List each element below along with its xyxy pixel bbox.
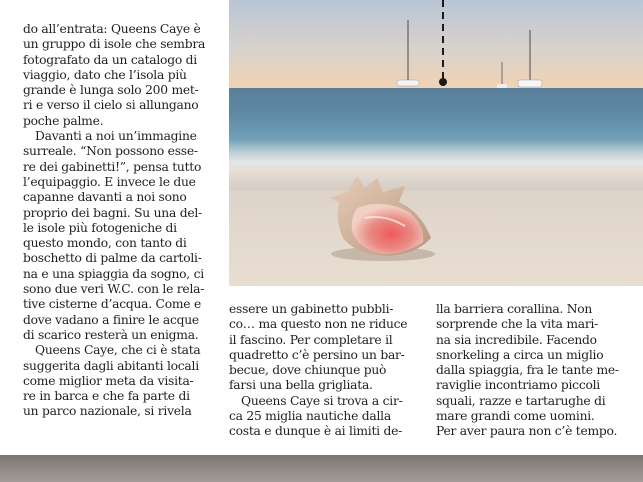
text-column-2	[229, 302, 424, 440]
text-line: becue, dove chiunque può	[229, 363, 387, 378]
text-line: snorkeling a circa un miglio	[436, 347, 604, 362]
text-line: costa e dunque è ai limiti de-	[229, 424, 403, 439]
text-line: l’equipaggio. E invece le due	[23, 174, 196, 189]
dashed-marker-line	[437, 0, 449, 90]
paragraph	[23, 129, 218, 343]
text-line: dove vadano a finire le acque	[23, 312, 199, 327]
text-line: viaggio, dato che l’isola più	[23, 67, 187, 82]
sky	[229, 0, 643, 90]
paragraph	[436, 302, 636, 440]
text-line: capanne davanti a noi sono	[23, 190, 187, 205]
conch-shell-icon	[321, 168, 441, 263]
text-line: proprio dei bagni. Su una del-	[23, 205, 202, 220]
text-line: di scarico resterà un enigma.	[23, 327, 199, 342]
text-line: fotografato da un catalogo di	[23, 52, 197, 67]
text-column-3	[436, 302, 636, 440]
text-line: boschetto di palme da cartoli-	[23, 251, 202, 266]
text-line: un gruppo di isole che sembra	[23, 37, 206, 52]
text-column-1	[23, 22, 218, 420]
text-line: Davanti a noi un’immagine	[35, 129, 197, 144]
text-line: sono due veri W.C. con le rela-	[23, 282, 205, 297]
text-line: essere un gabinetto pubbli-	[229, 302, 394, 316]
text-line: co… ma questo non ne riduce	[229, 317, 408, 332]
text-line: poche palme.	[23, 113, 104, 128]
text-line: suggerita dagli abitanti locali	[23, 358, 199, 373]
paragraph	[229, 302, 424, 394]
text-line: na sia incredibile. Facendo	[436, 332, 597, 347]
text-line: re in barca e che fa parte di	[23, 389, 190, 404]
text-line: sorprende che la vita mari-	[436, 317, 599, 332]
text-line: come miglior meta da visita-	[23, 373, 194, 388]
paragraph	[23, 343, 218, 419]
text-line: farsi una bella grigliata.	[229, 378, 373, 393]
text-line: squali, razze e tartarughe di	[436, 393, 606, 408]
text-line: tive cisterne d’acqua. Come e	[23, 297, 201, 312]
text-line: grande è lunga solo 200 met-	[23, 83, 199, 98]
paragraph	[229, 394, 424, 440]
text-line: le isole più fotogeniche di	[23, 220, 177, 235]
sailboat-icon	[393, 18, 423, 90]
text-line: quadretto c’è persino un bar-	[229, 347, 405, 362]
text-line: Queens Caye, che ci è stata	[35, 343, 201, 358]
text-line: dalla spiaggia, fra le tante me-	[436, 363, 619, 378]
text-line: Per aver paura non c’è tempo.	[436, 424, 618, 439]
sailboat-icon	[515, 28, 545, 90]
text-line: lla barriera corallina. Non	[436, 302, 593, 316]
text-line: na e una spiaggia da sogno, ci	[23, 266, 204, 281]
text-line: un parco nazionale, si rivela	[23, 404, 192, 419]
bottom-photo-strip	[0, 455, 643, 482]
paragraph	[23, 22, 218, 129]
text-line: Queens Caye si trova a cir-	[241, 393, 403, 408]
text-line: do all’entrata: Queens Caye è	[23, 22, 201, 36]
beach-conch-photo	[229, 0, 643, 286]
sailboat-icon	[495, 60, 509, 90]
text-line: surreale. “Non possono esse-	[23, 144, 198, 159]
text-line: ri e verso il cielo si allungano	[23, 98, 199, 113]
text-line: il fascino. Per completare il	[229, 332, 393, 347]
text-line: questo mondo, con tanto di	[23, 236, 187, 251]
text-line: raviglie incontriamo piccoli	[436, 378, 600, 393]
text-line: re dei gabinetti!”, pensa tutto	[23, 159, 202, 174]
text-line: mare grandi come uomini.	[436, 409, 595, 424]
text-line: ca 25 miglia nautiche dalla	[229, 409, 391, 424]
